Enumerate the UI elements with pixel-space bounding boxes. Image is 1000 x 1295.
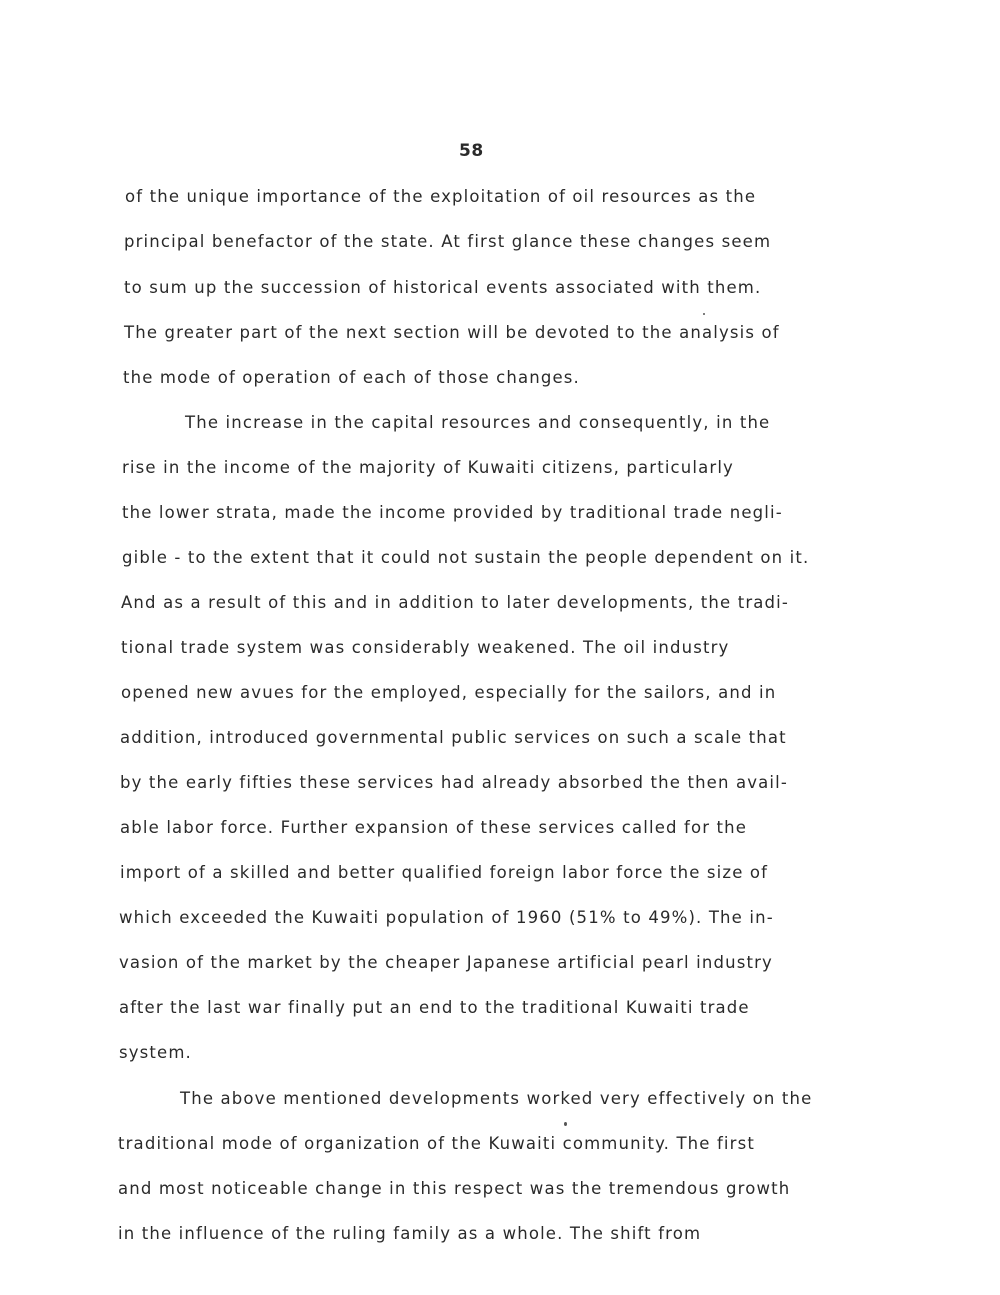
text-line: The above mentioned developments worked very effectively on the (180, 1089, 813, 1108)
text-line: the lower strata, made the income provided by traditional trade negli- (122, 503, 783, 522)
text-line: the mode of operation of each of those changes. (123, 368, 580, 387)
text-line: gible - to the extent that it could not sustain the people dependent on it. (122, 548, 810, 567)
text-line: to sum up the succession of historical events associated with them. (124, 278, 762, 297)
text-line: of the unique importance of the exploitation of oil resources as the (125, 187, 757, 206)
text-line: traditional mode of organization of the Kuwaiti community. The first (118, 1134, 755, 1153)
text-line: by the early fifties these services had already absorbed the then avail- (120, 773, 788, 792)
text-line: in the influence of the ruling family as a whole. The shift from (118, 1224, 702, 1243)
text-line: rise in the income of the majority of Kuwaiti citizens, particularly (122, 458, 734, 477)
text-line: And as a result of this and in addition to later developments, the tradi- (121, 593, 789, 612)
text-line: addition, introduced governmental public services on such a scale that (120, 728, 787, 747)
text-line: able labor force. Further expansion of these services called for the (120, 818, 748, 837)
text-line: tional trade system was considerably weakened. The oil industry (121, 638, 730, 657)
page-number: 58 (459, 141, 484, 161)
text-line: after the last war finally put an end to the traditional Kuwaiti trade (119, 998, 750, 1017)
text-line: The greater part of the next section will be devoted to the analysis of (124, 323, 780, 342)
scan-speck (564, 1122, 567, 1126)
scan-speck (703, 313, 705, 315)
text-line: and most noticeable change in this respect was the tremendous growth (118, 1179, 791, 1198)
text-line: import of a skilled and better qualified foreign labor force the size of (120, 863, 769, 882)
text-line: system. (119, 1043, 192, 1062)
text-line: opened new avues for the employed, especially for the sailors, and in (121, 683, 777, 702)
text-line: The increase in the capital resources and consequently, in the (185, 413, 771, 432)
text-line: which exceeded the Kuwaiti population of 1960 (51% to 49%). The in- (119, 908, 774, 927)
text-line: vasion of the market by the cheaper Japanese artificial pearl industry (119, 953, 773, 972)
text-line: principal benefactor of the state. At first glance these changes seem (124, 232, 772, 251)
